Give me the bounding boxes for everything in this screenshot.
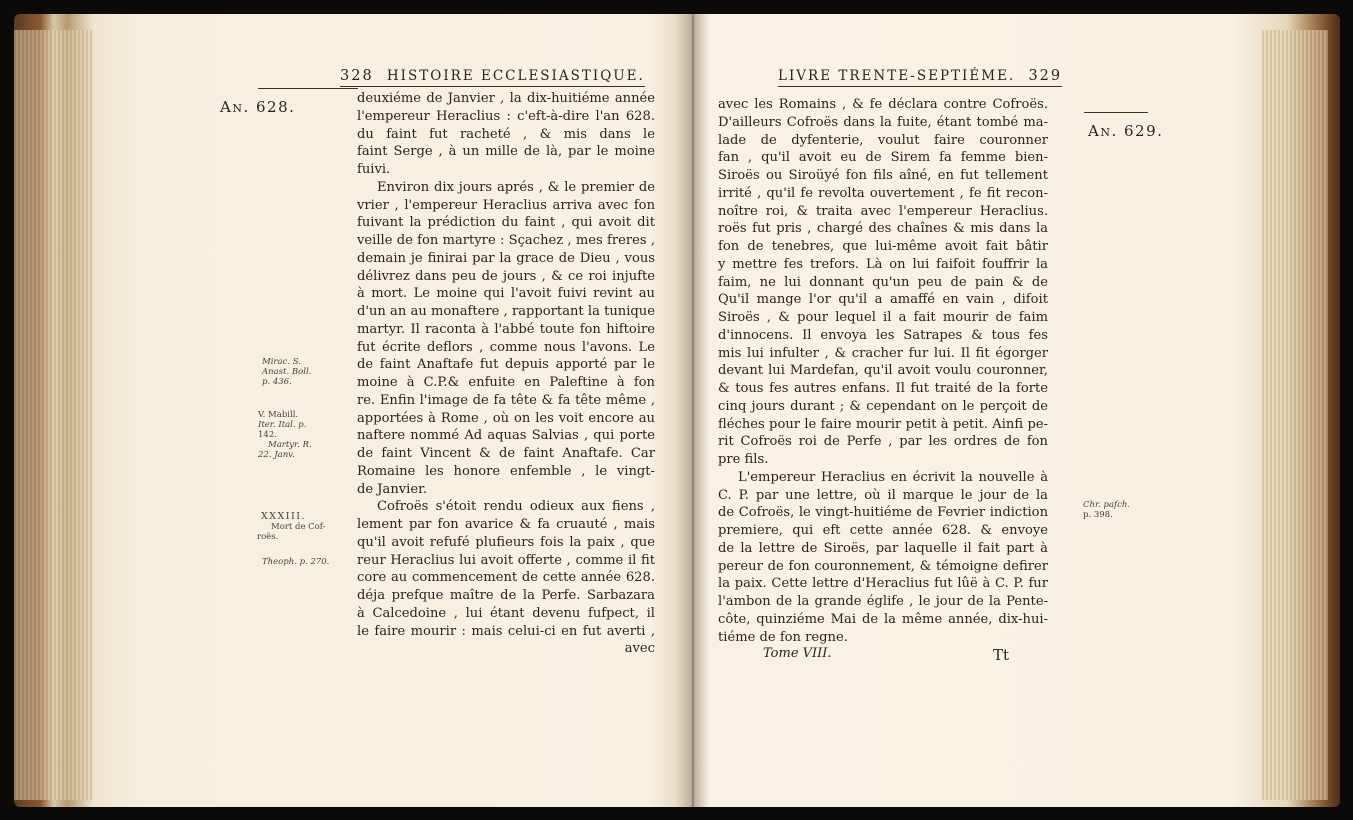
right-running-title: LIVRE TRENTE-SEPTIÉME. xyxy=(778,68,1016,84)
right-page-body xyxy=(718,96,1048,646)
text-line: premiere, qui eft cette année 628. & envoye xyxy=(718,523,1048,538)
text-line: faim, ne lui donnant qu'un peu de pain & de xyxy=(718,274,1048,290)
text-line: re. Enfin l'image de fa tête & fa tête même , xyxy=(357,392,655,408)
text-line: C. P. par une lettre, où il marque le jour de la xyxy=(718,487,1048,503)
right-year-marker: An. 629. xyxy=(1088,122,1164,140)
text-line: fléches pour le faire mourir petit à petit. Ainfi pe- xyxy=(718,416,1048,432)
text-line: Cofroës s'étoit rendu odieux aux fiens , xyxy=(377,499,655,515)
text-line: Siroës ou Siroüyé fon fils aîné, en fut tellement xyxy=(718,168,1048,183)
text-line: tiéme de fon regne. xyxy=(718,629,848,645)
text-line: Qu'il mange l'or qu'il a amaffé en vain , difoit xyxy=(718,292,1048,308)
text-line: y mettre fes trefors. Là on lui faifoit fouffrir la xyxy=(718,256,1048,272)
text-line: D'ailleurs Cofroës dans la fuite, étant tombé ma- xyxy=(718,114,1048,130)
text-line: L'empereur Heraclius en écrivit la nouvelle à xyxy=(738,469,1048,485)
text-line: déja prefque maître de la Perfe. Sarbazara xyxy=(357,588,655,603)
text-line: pereur de fon couronnement, & témoigne defirer xyxy=(718,558,1048,574)
text-line: de la lettre de Siroës, par laquelle il fait part à xyxy=(718,540,1048,556)
catchword: avec xyxy=(624,641,655,657)
text-line: noître roi, & traita avec l'empereur Heraclius. xyxy=(718,203,1048,219)
text-line: core au commencement de cette année 628. xyxy=(357,570,655,586)
text-line: de faint Anaftafe fut depuis apporté par le xyxy=(357,357,655,373)
text-line: lement par fon avarice & fa cruauté , mais xyxy=(357,517,655,532)
text-line: le faire mourir : mais celui-ci en fut averti , xyxy=(357,623,655,639)
text-line: de Cofroës, le vingt-huitiéme de Fevrier indiction xyxy=(718,505,1048,521)
margin-note-mirac: Mirac. S. Anast. Boll. p. 436. xyxy=(262,357,312,387)
text-line: fuivi. xyxy=(357,162,391,177)
text-line: & tous fes autres enfans. Il fut traité de la forte xyxy=(718,381,1048,396)
text-line: fan , qu'il avoit eu de Sirem fa femme bien- xyxy=(718,150,1048,166)
text-line: Siroës , & pour lequel il a fait mourir de faim xyxy=(718,310,1048,325)
text-line: demain je finirai par la grace de Dieu , vous xyxy=(357,250,655,266)
page-edges-left xyxy=(14,30,94,800)
text-line: cinq jours durant ; & cependant on le perçoit de xyxy=(718,398,1048,414)
text-line: mis lui infulter , & cracher fur lui. Il fit égorger xyxy=(718,345,1048,361)
left-page-body xyxy=(357,90,655,658)
margin-note-chr-pasch: Chr. pafch. p. 398. xyxy=(1083,500,1131,520)
text-line: vrier , l'empereur Heraclius arriva avec fon xyxy=(357,197,655,213)
margin-note-mabill: V. Mabill. Iter. Ital. p. 142. Martyr. R. 22. Janv. xyxy=(258,410,312,460)
text-line: avec les Romains , & fe déclara contre Cofroës. xyxy=(718,97,1048,112)
text-line: moine à C.P.& enfuite en Paleftine à fon xyxy=(357,375,655,390)
footer-signature: Tt xyxy=(993,646,1010,664)
text-line: l'empereur Heraclius : c'eft-à-dire l'an 628. xyxy=(357,108,655,124)
left-page-number: 328 xyxy=(340,68,374,84)
text-line: pre fils. xyxy=(718,452,769,467)
book-gutter xyxy=(676,14,710,807)
text-line: Environ dix jours aprés , & le premier de xyxy=(377,179,655,195)
left-running-title: HISTOIRE ECCLESIASTIQUE. xyxy=(386,68,645,84)
text-line: irrité , qu'il fe revolta ouvertement , fe fit recon- xyxy=(718,185,1048,201)
text-line: qu'il avoit refufé plufieurs fois la paix , que xyxy=(357,534,655,550)
margin-note-section-xxxiii: XXXIII. Mort de Cof- roës. xyxy=(257,511,326,542)
text-line: la paix. Cette lettre d'Heraclius fut lûë à C. P. fur xyxy=(718,576,1048,592)
text-line: fon de tenebres, que lui-même avoit fait bâtir xyxy=(718,239,1048,254)
right-running-header xyxy=(778,68,1062,87)
text-line: de faint Vincent & de faint Anaftafe. Car xyxy=(357,446,655,461)
text-line: roës fut pris , chargé des chaînes & mis dans la xyxy=(718,221,1048,237)
text-line: l'ambon de la grande églife , le jour de la Pente- xyxy=(718,594,1048,609)
right-page-number: 329 xyxy=(1028,68,1063,84)
text-line: à Calcedoine , lui étant devenu fufpect, il xyxy=(357,605,655,621)
text-line: devant lui Mardefan, qu'il avoit voulu couronner, xyxy=(718,363,1048,379)
text-line: côte, quinziéme Mai de la même année, dix-hui- xyxy=(718,611,1048,627)
text-line: d'innocens. Il envoya les Satrapes & tous fes xyxy=(718,327,1048,343)
text-line: fut écrite deflors , comme nous l'avons. Le xyxy=(357,339,655,355)
text-line: apportées à Rome , où on les voit encore au xyxy=(357,410,655,426)
text-line: délivrez dans peu de jours , & ce roi injufte xyxy=(357,268,655,284)
text-line: fuivant la prédiction du faint , qui avoit dit xyxy=(357,215,655,231)
text-line: veille de fon martyre : Sçachez , mes freres , xyxy=(357,233,655,248)
text-line: lade de dyfenterie, voulut faire couronner xyxy=(718,132,1048,148)
text-line: Romaine les honore enfemble , le vingt- xyxy=(357,463,655,479)
text-line: martyr. Il raconta à l'abbé toute fon hiftoire xyxy=(357,321,655,337)
page-edges-right xyxy=(1262,30,1328,800)
text-line: rit Cofroës roi de Perfe , par les ordres de fon xyxy=(718,434,1048,450)
text-line: du faint fut racheté , & mis dans le xyxy=(357,126,655,142)
footer-volume: Tome VIII. xyxy=(763,646,832,661)
text-line: naftere nommé Ad aquas Salvias , qui porte xyxy=(357,428,655,444)
left-year-marker: An. 628. xyxy=(220,98,296,116)
text-line: faint Serge , à un mille de là, par le moine xyxy=(357,144,655,160)
left-running-header xyxy=(340,68,645,87)
text-line: reur Heraclius lui avoit offerte , comme il fit xyxy=(357,552,655,568)
text-line: de Janvier. xyxy=(357,481,428,497)
text-line: à mort. Le moine qui l'avoit fuivi revint au xyxy=(357,286,655,302)
text-line: deuxiéme de Janvier , la dix-huitiéme année xyxy=(357,91,655,106)
text-line: d'un an au monaftere , rapportant la tunique xyxy=(357,304,655,319)
margin-note-theoph: Theoph. p. 270. xyxy=(262,557,330,567)
